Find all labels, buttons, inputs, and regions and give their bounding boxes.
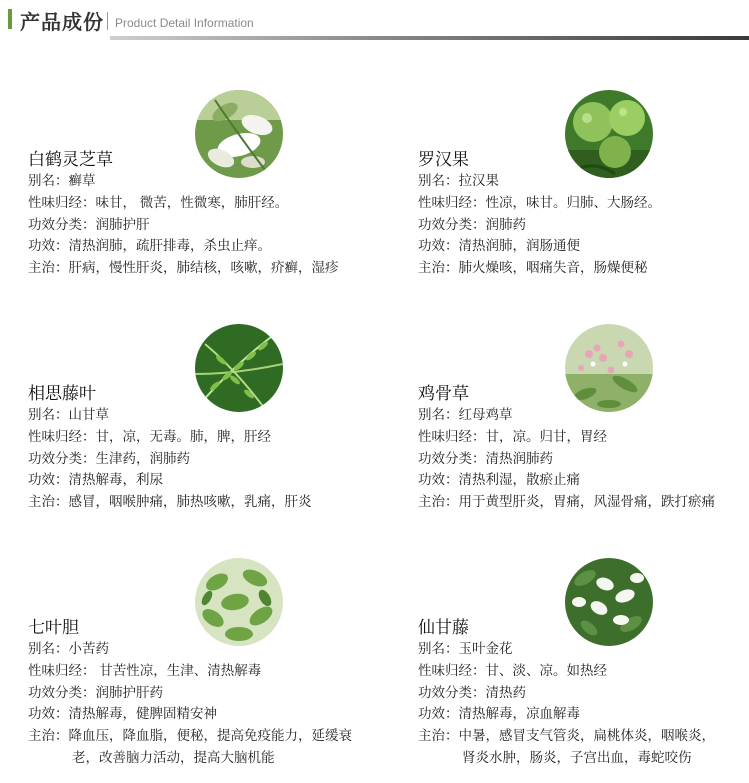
herb-name: 七叶胆 xyxy=(28,618,79,637)
herb-category: 功效分类：清热润肺药 xyxy=(418,450,553,466)
herb-card-jigucao xyxy=(418,324,749,524)
herb-category: 功效分类：清热药 xyxy=(418,684,526,700)
herb-treatment: 主治：感冒，咽喉肿痛，肺热咳嗽，乳痛，肝炎 xyxy=(28,494,312,510)
herb-treatment: 主治：降血压，降血脂，便秘，提高免疫能力，延缓衰 老，改善脑力活动，提高大脑机能 xyxy=(28,728,352,765)
herb-name: 白鹤灵芝草 xyxy=(28,150,113,169)
herb-treatment: 主治：肝病，慢性肝炎，肺结核，咳嗽，疥癣，湿疹 xyxy=(28,260,339,276)
herb-effect: 功效：清热利湿，散瘀止痛 xyxy=(418,472,580,488)
herb-card-qiyedan xyxy=(28,558,388,765)
herb-nature: 性味归经：甘，凉，无毒。肺，脾，肝经 xyxy=(28,428,271,444)
herb-card-xiangsi xyxy=(28,324,388,524)
herb-effect: 功效：清热润肺，润肠通便 xyxy=(418,238,580,254)
herb-nature: 性味归经：甘，凉。归甘，胃经 xyxy=(418,428,607,444)
herb-nature: 性味归经： 甘苦性凉，生津、清热解毒 xyxy=(28,662,262,678)
herb-alias: 别名：小苦药 xyxy=(28,641,109,656)
herb-treatment: 主治：用于黄型肝炎，胃痛，风湿骨痛，跌打瘀痛 xyxy=(418,494,715,510)
herb-treatment: 主治：肺火燥咳，咽痛失音，肠燥便秘 xyxy=(418,260,648,276)
herb-effect: 功效：清热解毒，利尿 xyxy=(28,472,163,488)
pink-flower-photo-icon xyxy=(565,324,653,412)
herb-alias: 别名：山甘草 xyxy=(28,407,109,422)
green-fruit-photo-icon xyxy=(565,90,653,178)
herb-card-xianganteng xyxy=(418,558,749,765)
herb-name: 相思藤叶 xyxy=(28,384,96,403)
herb-effect: 功效：清热解毒，凉血解毒 xyxy=(418,706,580,722)
section-title: 产品成份 xyxy=(20,12,104,34)
header-divider xyxy=(107,12,108,30)
header-rule xyxy=(110,36,749,40)
section-subtitle: Product Detail Information xyxy=(115,16,254,30)
herb-category: 功效分类：润肺药 xyxy=(418,216,526,232)
herb-treatment: 主治：中暑，感冒支气管炎，扁桃体炎，咽喉炎， 肾炎水肿，肠炎，子宫出血，毒蛇咬伤 xyxy=(418,728,715,765)
herb-name: 罗汉果 xyxy=(418,150,469,169)
herb-category: 功效分类：生津药，润肺药 xyxy=(28,450,190,466)
herb-nature: 性味归经：味甘， 微苦，性微寒，肺肝经。 xyxy=(28,194,289,210)
herb-category: 功效分类：润肺护肝 xyxy=(28,216,150,232)
section-header xyxy=(0,0,749,44)
herb-alias: 别名：癣草 xyxy=(28,173,96,188)
herb-alias: 别名：拉汉果 xyxy=(418,173,499,188)
header-accent-bar xyxy=(8,9,12,29)
fern-leaves-photo-icon xyxy=(195,324,283,412)
herb-category: 功效分类：润肺护肝药 xyxy=(28,684,163,700)
herb-name: 鸡骨草 xyxy=(418,384,469,403)
herb-nature: 性味归经：甘、淡、凉。如热经 xyxy=(418,662,607,678)
white-blossom-photo-icon xyxy=(565,558,653,646)
herb-alias: 别名：玉叶金花 xyxy=(418,641,513,656)
herb-card-luohanguo xyxy=(418,90,749,290)
herb-name: 仙甘藤 xyxy=(418,618,469,637)
herb-card-baihe xyxy=(28,90,388,290)
herb-effect: 功效：清热解毒，健脾固精安神 xyxy=(28,706,217,722)
herb-effect: 功效：清热润肺，疏肝排毒，杀虫止痒。 xyxy=(28,238,271,254)
white-flower-photo-icon xyxy=(195,90,283,178)
vine-leaves-photo-icon xyxy=(195,558,283,646)
herb-alias: 别名：红母鸡草 xyxy=(418,407,513,422)
herb-nature: 性味归经：性凉，味甘。归肺、大肠经。 xyxy=(418,194,661,210)
